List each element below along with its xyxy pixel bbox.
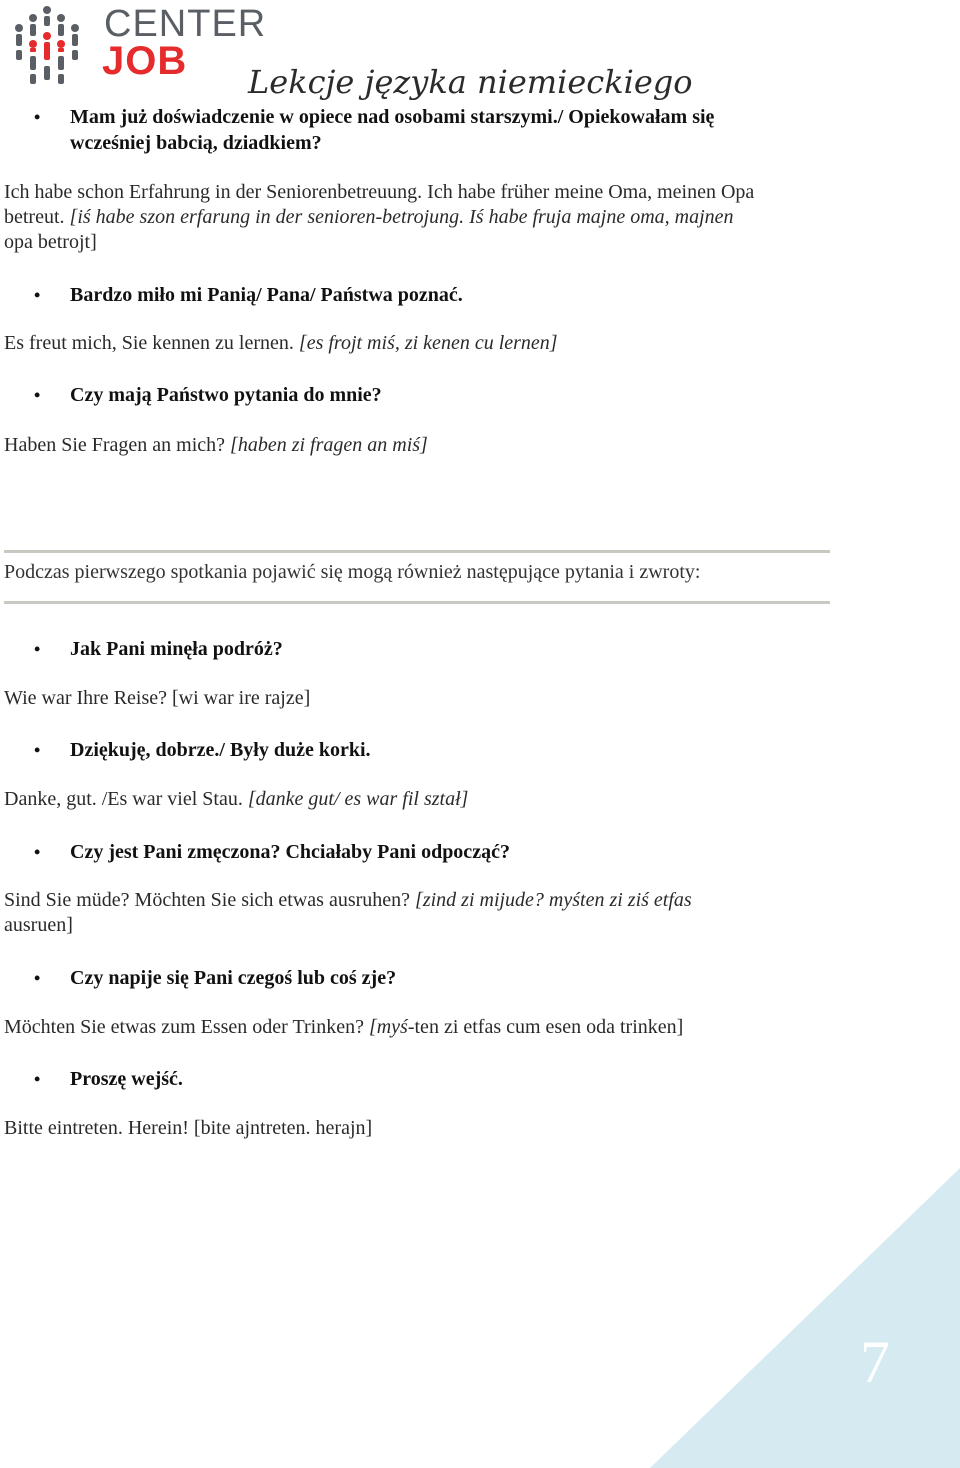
phrase-polish-text: Czy mają Państwo pytania do mnie? bbox=[70, 384, 382, 406]
logo-text-job: JOB bbox=[102, 39, 188, 83]
phrase-german-4 bbox=[4, 686, 830, 711]
bullet-icon: • bbox=[34, 639, 41, 659]
phrase-polish-text: Jak Pani minęła podróż? bbox=[70, 638, 283, 660]
bullet-icon: • bbox=[34, 285, 41, 305]
phrase-polish-text: Proszę wejść. bbox=[70, 1068, 183, 1090]
center-job-logo-icon bbox=[8, 4, 86, 88]
phrase-german-7 bbox=[4, 1015, 830, 1040]
phrase-german-8 bbox=[4, 1116, 830, 1141]
logo-text-center: CENTER bbox=[104, 3, 267, 45]
pronunciation-text: ausruen] bbox=[4, 914, 73, 936]
pronunciation-text: [haben zi fragen an miś] bbox=[230, 434, 428, 456]
pronunciation-text: opa betrojt] bbox=[4, 231, 97, 253]
phrase-german-1 bbox=[4, 180, 830, 255]
german-text: Wie war Ihre Reise? [wi war ire rajze] bbox=[4, 687, 311, 709]
page-header-title: Lekcje języka niemieckiego bbox=[248, 63, 693, 101]
german-text: Sind Sie müde? Möchten Sie sich etwas ausruhen? bbox=[4, 889, 416, 911]
german-text: Ich habe schon Erfahrung in der Seniorenbetreuung. Ich habe früher meine Oma, meinen Opa bbox=[4, 181, 755, 203]
german-text: Danke, gut. /Es war viel Stau. bbox=[4, 788, 248, 810]
corner-triangle-decoration bbox=[650, 1168, 960, 1468]
bullet-icon: • bbox=[34, 385, 41, 405]
divider-top bbox=[4, 550, 830, 553]
german-text: Möchten Sie etwas zum Essen oder Trinken? bbox=[4, 1016, 369, 1038]
pronunciation-text: [zind zi mijude? myśten zi ziś etfas bbox=[415, 889, 692, 911]
german-text: Haben Sie Fragen an mich? bbox=[4, 434, 231, 456]
page-number: 7 bbox=[860, 1329, 890, 1395]
bullet-icon: • bbox=[34, 968, 41, 988]
phrase-polish-text-cont: wcześniej babcią, dziadkiem? bbox=[70, 132, 322, 154]
pronunciation-text: [danke gut/ es war fil ształ] bbox=[247, 788, 469, 810]
bullet-icon: • bbox=[34, 842, 41, 862]
pronunciation-text: [iś habe szon erfarung in der senioren-betrojung. Iś habe fruja majne oma, majnen bbox=[69, 206, 734, 228]
phrase-german-6 bbox=[4, 888, 830, 938]
section-intro: Podczas pierwszego spotkania pojawić się mogą również następujące pytania i zwroty: bbox=[4, 561, 701, 583]
phrase-german-5 bbox=[4, 787, 830, 812]
phrase-polish-text: Bardzo miło mi Panią/ Pana/ Państwa poznać. bbox=[70, 284, 463, 306]
phrase-german-2 bbox=[4, 331, 830, 356]
german-text: betreut. bbox=[4, 206, 70, 228]
bullet-icon: • bbox=[34, 740, 41, 760]
phrase-polish-text: Czy jest Pani zmęczona? Chciałaby Pani odpocząć? bbox=[70, 841, 510, 863]
bullet-icon: • bbox=[34, 107, 41, 127]
divider-bottom bbox=[4, 601, 830, 604]
german-text: Es freut mich, Sie kennen zu lernen. bbox=[4, 332, 299, 354]
phrase-polish-text: Dziękuję, dobrze./ Były duże korki. bbox=[70, 739, 371, 761]
pronunciation-text: [myś bbox=[368, 1016, 408, 1038]
german-text: Bitte eintreten. Herein! [bite ajntreten. herajn] bbox=[4, 1117, 373, 1139]
phrase-german-3 bbox=[4, 433, 830, 458]
bullet-icon: • bbox=[34, 1069, 41, 1089]
phrase-polish-text: Czy napije się Pani czegoś lub coś zje? bbox=[70, 967, 397, 989]
phrase-polish-text: Mam już doświadczenie w opiece nad osobami starszymi./ Opiekowałam się bbox=[70, 106, 715, 128]
pronunciation-text: -ten zi etfas cum esen oda trinken] bbox=[407, 1016, 684, 1038]
pronunciation-text: [es frojt miś, zi kenen cu lernen] bbox=[298, 332, 558, 354]
